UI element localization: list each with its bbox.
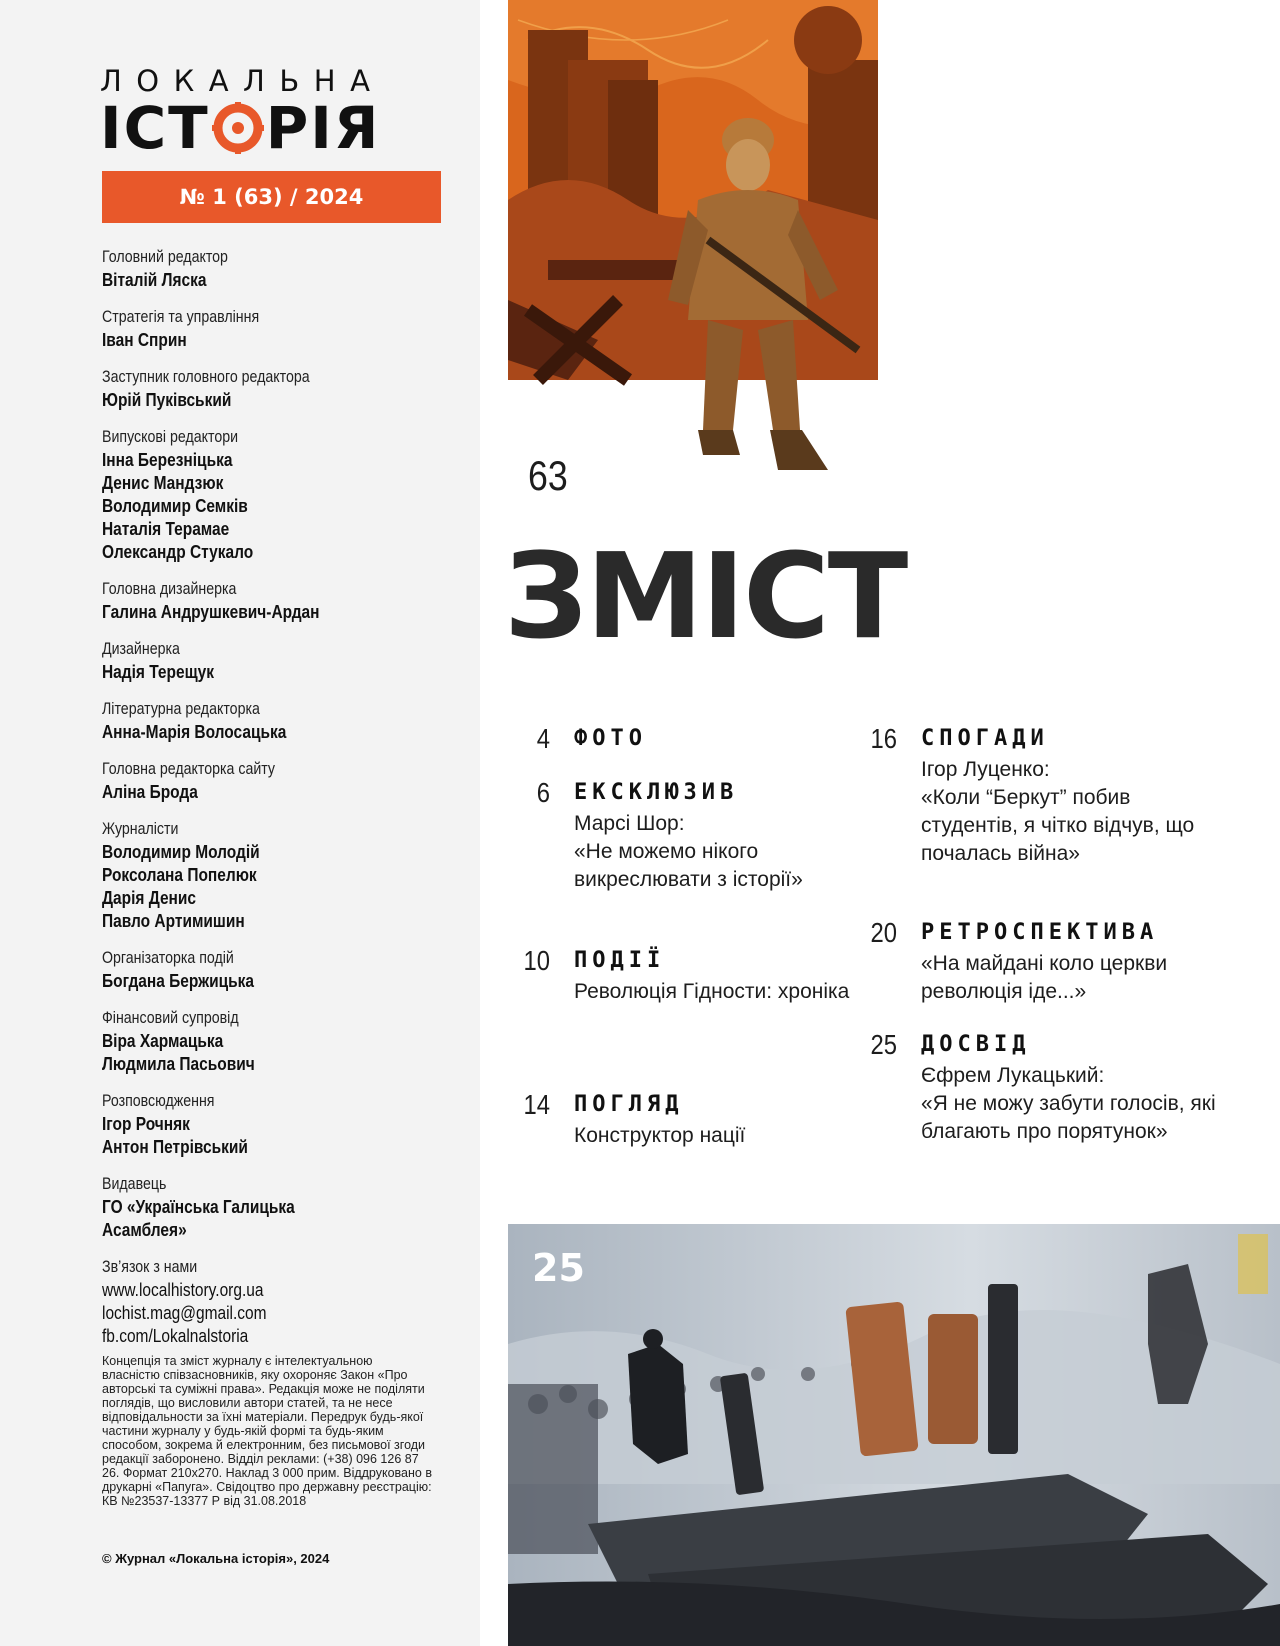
staff-role: Дизайнерка — [102, 640, 180, 658]
staff-name: Дарія Денис — [102, 888, 197, 908]
logo-line1: ЛОКАЛЬНА — [100, 64, 385, 98]
staff-group — [102, 818, 462, 933]
toc-description: Марсі Шор: «Не можемо нікого викреслювати з історії» — [574, 812, 803, 891]
toc-section-title: ДОСВІД — [921, 1032, 1031, 1057]
staff-name: Наталія Терамае — [102, 519, 230, 539]
toc-page-number: 16 — [870, 723, 897, 754]
logo-line2-left: ІСТ — [100, 94, 210, 162]
staff-name: Віталій Ляска — [102, 270, 207, 290]
page-number-25: 25 — [532, 1246, 585, 1290]
toc-description: Революція Гідности: хроніка — [574, 980, 850, 1003]
staff-group — [102, 246, 462, 292]
toc-section-title: РЕТРОСПЕКТИВА — [921, 920, 1159, 945]
toc-page-number: 6 — [536, 777, 550, 808]
staff-name: Віра Хармацька — [102, 1031, 224, 1051]
toc-section-title: ЕКСКЛЮЗИВ — [574, 780, 739, 805]
copyright: © Журнал «Локальна історія», 2024 — [102, 1551, 330, 1566]
staff-group — [102, 1173, 462, 1242]
staff-group — [102, 698, 462, 744]
issue-number-bar — [102, 171, 441, 223]
staff-name: Інна Березніцька — [102, 450, 233, 470]
staff-role: Заступник головного редактора — [102, 368, 310, 386]
legal-notice: Концепція та зміст журналу є інтелектуальною власністю співзасновників, яку охороняє Закон «Про авторські та суміжні права». Редакція може не поділяти поглядів, що висловили автори статей, та не несе відповідальности за їхні матеріали. Передрук будь-якої частини журналу у будь-якій формі та будь-яким способом, зокрема й електронним, без письмової згоди редакції заборонено. Відділ реклами: (+38) 096 126 87 26. Формат 210х270. Наклад 3 000 прим. Віддруковано в друкарні «Папуга». Свідоцтво про державну реєстрацію: КВ №23537-13377 Р від 31.08.2018 — [102, 1354, 432, 1508]
staff-role: Фінансовий супровід — [102, 1009, 239, 1027]
staff-group — [102, 1007, 462, 1076]
toc-section-title: ФОТО — [574, 726, 647, 751]
toc-title: ЗМІСТ — [504, 527, 907, 665]
staff-name: Надія Терещук — [102, 662, 215, 682]
staff-name: Галина Андрушкевич-Ардан — [102, 602, 320, 622]
staff-name: Роксолана Попелюк — [102, 865, 257, 885]
toc-page-number: 4 — [536, 723, 550, 754]
staff-group — [102, 306, 462, 352]
masthead-sidebar — [0, 0, 480, 1646]
staff-group — [102, 758, 462, 804]
staff-name: Богдана Бержицька — [102, 971, 255, 991]
staff-role: Розповсюдження — [102, 1092, 215, 1110]
staff-name: Аліна Брода — [102, 782, 198, 802]
email-link[interactable]: lochist.mag@gmail.com — [102, 1303, 267, 1323]
contacts — [102, 1256, 462, 1348]
staff-list — [102, 246, 462, 1362]
staff-name: Олександр Стукало — [102, 542, 254, 562]
staff-name: Юрій Пуківський — [102, 390, 232, 410]
staff-name: ГО «Українська Галицька — [102, 1197, 295, 1217]
staff-name: Володимир Молодій — [102, 842, 260, 862]
toc-page-number: 20 — [870, 917, 897, 948]
staff-name: Володимир Семків — [102, 496, 248, 516]
protest-photo — [508, 1224, 1280, 1646]
staff-role: Випускові редактори — [102, 428, 239, 446]
staff-group — [102, 578, 462, 624]
toc-page-number: 10 — [523, 945, 550, 976]
logo-target-icon — [212, 102, 264, 154]
website-link[interactable]: www.localhistory.org.ua — [102, 1280, 264, 1300]
staff-role: Літературна редакторка — [102, 700, 260, 718]
staff-role: Видавець — [102, 1175, 167, 1193]
logo-line2-right: РІЯ — [265, 94, 381, 162]
staff-role: Головний редактор — [102, 248, 228, 266]
toc-description: «На майдані коло церкви революція іде...» — [921, 952, 1168, 1003]
page-number-63: 63 — [528, 452, 568, 499]
staff-name: Людмила Пасьович — [102, 1054, 255, 1074]
magazine-logo — [100, 64, 445, 162]
staff-name: Ігор Рочняк — [102, 1114, 190, 1134]
staff-name: Асамблея» — [102, 1220, 187, 1240]
toc-section-title: СПОГАДИ — [921, 726, 1049, 751]
staff-name: Павло Артимишин — [102, 911, 245, 931]
staff-name: Антон Петрівський — [102, 1137, 248, 1157]
toc-description: Єфрем Лукацький: «Я не можу забути голосів, які благають про порятунок» — [921, 1064, 1216, 1143]
staff-name: Анна-Марія Волосацька — [102, 722, 287, 742]
staff-group — [102, 366, 462, 412]
toc-page-number: 25 — [870, 1029, 897, 1060]
staff-group — [102, 947, 462, 993]
cover-illustration — [508, 0, 878, 500]
contacts-heading: Зв’язок з нами — [102, 1258, 198, 1276]
staff-group — [102, 1090, 462, 1159]
staff-role: Організаторка подій — [102, 949, 234, 967]
staff-role: Головна дизайнерка — [102, 580, 237, 598]
staff-group — [102, 638, 462, 684]
issue-number: № 1 (63) / 2024 — [179, 185, 364, 209]
toc-page-number: 14 — [523, 1089, 550, 1120]
toc-description: Ігор Луценко: «Коли “Беркут” побив студентів, я чітко відчув, що почалась війна» — [921, 758, 1195, 865]
staff-group — [102, 426, 462, 564]
toc-description: Конструктор нації — [574, 1124, 746, 1147]
staff-role: Журналісти — [102, 820, 179, 838]
staff-name: Іван Сприн — [102, 330, 187, 350]
staff-name: Денис Мандзюк — [102, 473, 224, 493]
facebook-link[interactable]: fb.com/Lokalnalstoria — [102, 1326, 249, 1346]
staff-role: Стратегія та управління — [102, 308, 260, 326]
toc-section-title: ПОГЛЯД — [574, 1092, 684, 1117]
staff-role: Головна редакторка сайту — [102, 760, 276, 778]
toc-section-title: ПОДІЇ — [574, 948, 666, 973]
